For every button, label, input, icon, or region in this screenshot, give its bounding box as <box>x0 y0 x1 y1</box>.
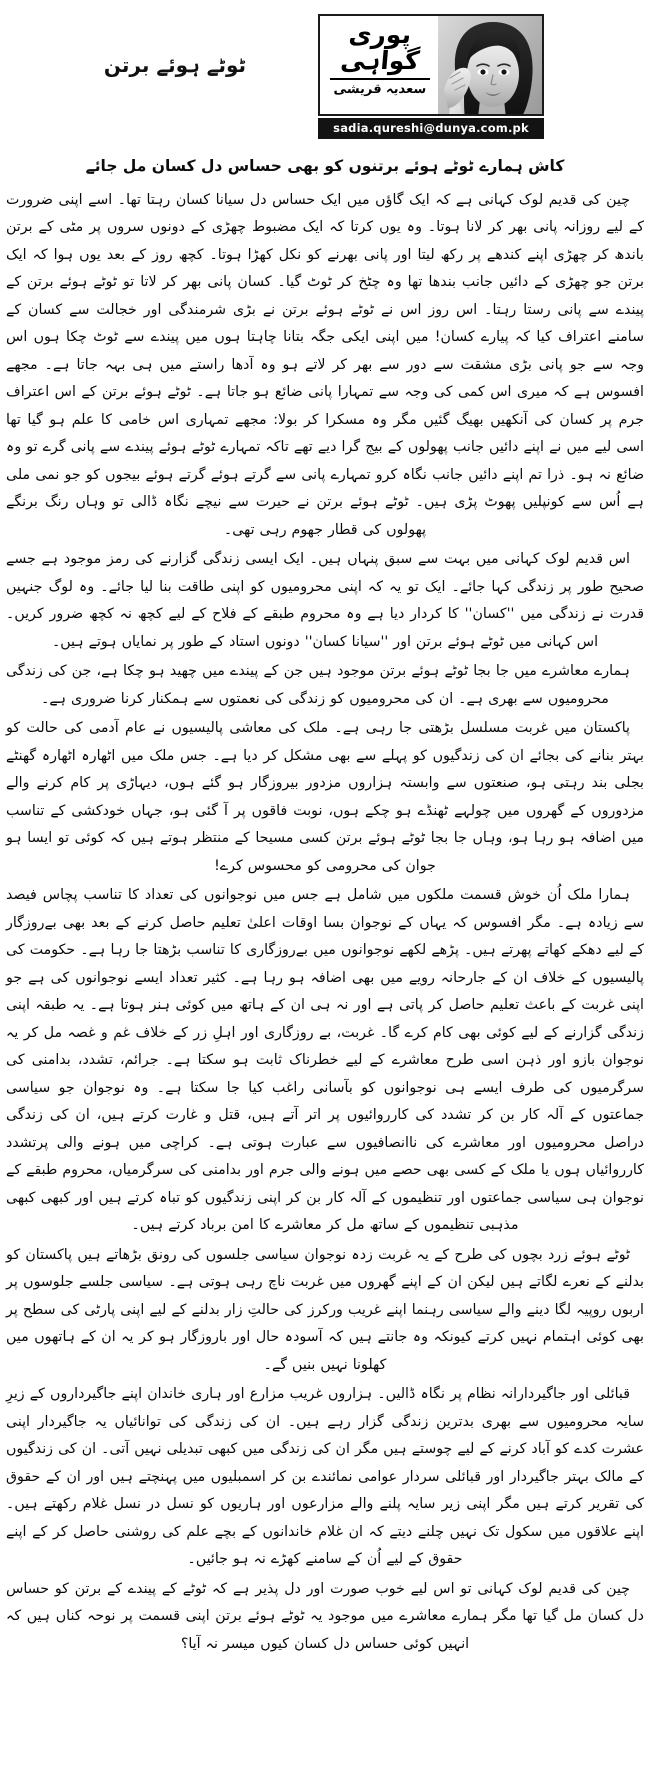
article-header <box>0 0 650 152</box>
column-logo-line-2: گواہی <box>339 46 421 75</box>
article-paragraph: ہمارا ملک اُن خوش قسمت ملکوں میں شامل ہے جس میں نوجوانوں کی تعداد کا تناسب پچاس فیصد سے زیادہ ہے۔ مگر افسوس کہ یہاں کے نوجوان بسا اوقات اعلیٰ تعلیم حاصل کرنے کے بعد بھی بےروزگار کے لیے دھکے کھاتے پھرتے ہیں۔ پڑھے لکھے نوجوانوں میں بےروزگاری کا تناسب بڑھتا جا رہا ہے۔ حکومت کی پالیسیوں کے خلاف ان کے جارحانہ رویے میں بھی اضافہ ہو رہا ہے۔ کثیر تعداد ایسے نوجوانوں کی ہے جو اپنی غربت کے باعث تعلیم حاصل کر پاتی ہے اور نہ ہی ان کے ہاتھ میں کوئی ہنر ہوتا ہے۔ یہ طبقہ اپنی زندگی گزارنے کے لیے کوئی بھی کام کرے گا۔ غربت، بے روزگاری اور اہلِ زر کے خلاف غم و غصہ مل کر یہ نوجوان بازو اور ذہن اسی طرح معاشرے کے لیے خطرناک ثابت ہو سکتا ہے۔ جرائم، تشدد، بدامنی کی سرگرمیوں کی طرف ایسے ہی نوجوانوں کو بآسانی راغب کیا جا سکتا ہے۔ وہ نوجوان جو سیاسی جماعتوں کے آلہ کار بن کر تشدد کی کارروائیوں پر اتر آتے ہیں، قتل و غارت کرتے ہیں، ان کی زندگی دراصل محرومیوں اور معاشرے کی ناانصافیوں سے عبارت ہوتی ہے۔ کراچی میں ہونے والی پرتشدد کارروائیاں ہوں یا ملک کے کسی بھی حصے میں ہونے والی جرم اور بدامنی کی سرگرمیاں، محروم طبقے کے نوجوان ہی سیاسی جماعتوں اور تنظیموں کے آلہ کار بن کر اپنی زندگیوں کو تباہ کرتے ہیں اور کبھی کبھی مذہبی تنظیموں کے ساتھ مل کر معاشرے کا امن برباد کرتے ہیں۔ <box>6 887 644 1234</box>
column-logo <box>324 22 436 97</box>
author-email[interactable]: sadia.qureshi@dunya.com.pk <box>318 118 544 139</box>
page-title: ٹوٹے ہوئے برتن <box>103 53 247 77</box>
author-portrait-photo <box>438 16 542 116</box>
article-paragraph: ہمارے معاشرے میں جا بجا ٹوٹے ہوئے برتن موجود ہیں جن کے پیندے میں چھید ہو چکا ہے، جن کی زندگی محرومیوں سے بھری ہے۔ ان کی محرومیوں کو زندگی کی نعمتوں سے ہمکنار کرنا ضروری ہے۔ <box>6 663 630 707</box>
article-body <box>0 187 650 1659</box>
author-name: سعدیہ قریشی <box>332 82 428 97</box>
column-logo-line-1: پوری <box>347 20 413 49</box>
article-paragraph: ٹوٹے ہوئے زرد بچوں کی طرح کے یہ غربت زدہ نوجوان سیاسی جلسوں کی رونق بڑھاتے ہیں پاکستان کو بدلنے کے نعرے لگاتے ہیں لیکن ان کے اپنے گھروں میں غربت ناچ رہی ہوتی ہے۔ سیاسی جلسے جلوسوں پر اربوں روپیہ لگا دینے والے سیاسی رہنما اپنے غریب ورکرز کی حالتِ زار بدلنے کے لیے اپنی پارٹی کی سطح پر بھی کوئی اہتمام نہیں کرتے کیونکہ وہ جانتے ہیں کہ آسودہ حال اور باروزگار ہو کر یہ ان کے ہاتھوں میں کھلونا نہیں بنیں گے۔ <box>6 1246 644 1373</box>
article-paragraph: اس قدیم لوک کہانی میں بہت سے سبق پنہاں ہیں۔ ایک ایسی زندگی گزارنے کی رمز موجود ہے جسے صحیح طور پر زندگی کہا جائے۔ ایک تو یہ کہ اپنی محرومیوں کو اپنی طاقت بنا لیا جائے۔ وہ لوگ جنہیں قدرت نے زندگی میں ''کسان'' کا کردار دیا ہے وہ محروم طبقے کے فلاح کے لیے کچھ نہ کچھ ضرور کریں۔ اس کہانی میں ٹوٹے ہوئے برتن اور ''سیانا کسان'' دونوں استاد کے طور پر نمایاں ہوتے ہیں۔ <box>6 551 644 650</box>
masthead-frame <box>318 14 544 116</box>
logo-divider <box>330 78 430 80</box>
article-paragraph: چین کی قدیم لوک کہانی ہے کہ ایک گاؤں میں ایک حساس دل سیانا کسان رہتا تھا۔ اسے اپنی ضرورت کے لیے روزانہ پانی بھر کر لانا ہوتا۔ وہ یوں کرتا کہ ایک مضبوط چھڑی کے دونوں سروں پر مٹی کے برتن باندھ کر چھڑی اپنے کندھے پر رکھ لیتا اور پانی بھرنے کو نکل کھڑا ہوتا۔ کچھ روز کے بعد یوں ہوا کہ ایک برتن جو چھڑی کے دائیں جانب بندھا تھا وہ چٹخ کر ٹوٹ گیا۔ کسان پانی بھر کر لاتا تو ٹوٹے ہوئے برتن کے پیندے سے پانی رستا رہتا۔ اس روز اس نے ٹوٹے ہوئے برتن نے بڑی شرمندگی اور خجالت سے کسان کے سامنے اعتراف کیا کہ پیارے کسان! میں اپنی ایکی جگہ بتانا چاہتا ہوں میں پیندے سے ٹوٹ چکا ہوں اس وجہ سے جو پانی بڑی مشقت سے دور سے بھر کر لاتے ہو وہ آدھا راستے میں ہی بہہ جاتا ہے۔ مجھے افسوس ہے کہ میری اس کمی کی وجہ سے تمہارا پانی ضائع ہو جاتا ہے۔ ٹوٹے ہوئے برتن کے اس اعتراف جرم پر کسان کی آنکھیں بھیگ گئیں مگر وہ مسکرا کر بولا: مجھے تمہاری اس خامی کا علم ہو گیا تھا اسی لیے میں نے اپنے دائیں جانب پھولوں کے بیج گرا دیے تھے تاکہ تمہارے ٹوٹے ہوئے پیندے سے پانی گرے تو وہ ضائع نہ ہو۔ ذرا تم اپنے دائیں جانب نگاہ کرو تمہارے پانی سے گرتے ہوئے گرتے ہوئے بیجوں کو جو نمی ملی ہے اُس سے کونپلیں پھوٹ پڑی ہیں۔ ٹوٹے ہوئے برتن نے حیرت سے نیچے نگاہ ڈالی تو وہاں رنگ برنگے پھولوں کی قطار جھوم رہی تھی۔ <box>6 191 644 538</box>
article-paragraph: قبائلی اور جاگیردارانہ نظام پر نگاہ ڈالیں۔ ہزاروں غریب مزارع اور ہاری خاندان اپنے جاگیرداروں کے زیرِ سایہ محرومیوں سے بھری بدترین زندگی گزار رہے ہیں۔ ان کی زندگی کی توانائیاں یہ جاگیردار اپنی عشرت کدے کو آباد کرنے کے لیے چوستے ہیں مگر ان کی زندگی میں کبھی تبدیلی نہیں آتی۔ ان کی زندگیوں کے مالک بہتر جاگیردار اور قبائلی سردار عوامی نمائندے بن کر اسمبلیوں میں پہنچتے ہیں اور ان کے حقوق کی تقریر کرتے ہیں مگر اپنی زیر سایہ پلنے والے مزارعوں اور ہاریوں کو نسل در نسل غلام رکھتے ہیں۔ اپنے علاقوں میں سکول تک نہیں چلنے دیتے کہ ان غلام خاندانوں کے بچے علم کی روشنی حاصل کر کے اپنے حقوق کے لیے اُن کے سامنے کھڑے نہ ہو جائیں۔ <box>6 1386 644 1568</box>
article-paragraph: چین کی قدیم لوک کہانی تو اس لیے خوب صورت اور دل پذیر ہے کہ ٹوٹے کے پیندے کے برتن کو حساس دل کسان مل گیا تھا مگر ہمارے معاشرے میں موجود یہ ٹوٹے ہوئے برتن اپنی قسمت پر نوحہ کناں ہیں کہ انہیں کوئی حساس دل کسان کیوں میسر نہ آیا؟ <box>6 1580 644 1652</box>
column-masthead <box>318 14 544 138</box>
article-lead-strap: کاش ہمارے ٹوٹے ہوئے برتنوں کو بھی حساس دل کسان مل جائے <box>85 157 565 175</box>
article-paragraph: پاکستان میں غربت مسلسل بڑھتی جا رہی ہے۔ ملک کی معاشی پالیسیوں نے عام آدمی کی حالت کو بہتر بنانے کی بجائے ان کی زندگیوں کو پہلے سے بھی مشکل کر دیا ہے۔ جس ملک میں اٹھارہ اٹھارہ گھنٹے بجلی بند رہتی ہو، صنعتوں سے وابستہ ہزاروں مزدور بیروزگار ہو گئے ہوں، دیہاڑی پر کام کرنے والے مزدوروں کے گھروں میں چولہے ٹھنڈے ہو چکے ہوں، نوبت فاقوں پر آ گئی ہو، جہاں خودکشی کے تناسب میں اضافہ ہو رہا ہو، وہاں جا بجا ٹوٹے ہوئے برتن کسی مسیحا کے منتظر ہوتے ہیں کہ کوئی تو ایسا ہو جوان کی محرومی کو محسوس کرے! <box>6 720 644 874</box>
